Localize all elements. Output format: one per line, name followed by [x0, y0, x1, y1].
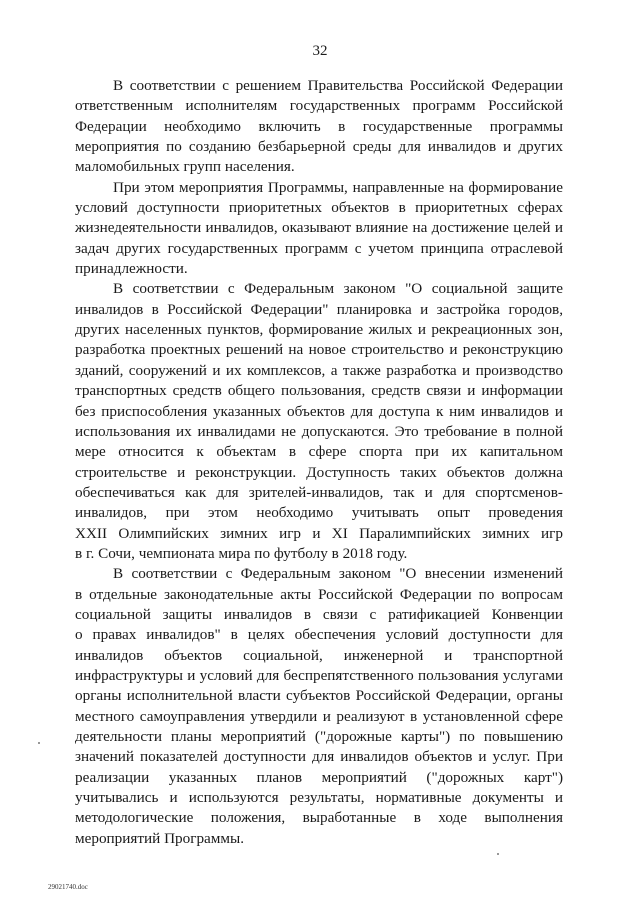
text-line: жизнедеятельности инвалидов, оказывают влияние на достижение целей и [75, 219, 563, 237]
text-line: зданий, сооружений и их комплексов, а также разработка и производство [75, 361, 563, 379]
scan-speck [497, 853, 499, 855]
text-line: реализации указанных планов мероприятий ("дорожных карт") [75, 768, 563, 786]
text-line: методологические положения, выработанные в ходе выполнения [75, 809, 563, 827]
paragraph [75, 564, 563, 849]
text-line: инвалидов в Российской Федерации" планировка и застройка городов, [75, 300, 563, 318]
text-line: в г. Сочи, чемпионата мира по футболу в 2018 году. [75, 544, 408, 562]
text-line: инвалидов объектов социальной, инженерной и транспортной [75, 646, 563, 664]
text-line: других населенных пунктов, формирование жилых и рекреационных зон, [75, 321, 563, 339]
text-line: задач других государственных программ с учетом принципа отраслевой [75, 239, 563, 257]
text-line: мере относится к объектам в сфере спорта при их капитальном [75, 443, 563, 461]
text-line: мероприятия по созданию безбарьерной среды для инвалидов и других [75, 138, 563, 156]
text-line: о правах инвалидов" в целях обеспечения условий доступности для [75, 626, 563, 644]
text-line: социальной защиты инвалидов в связи с ратификацией Конвенции [75, 605, 563, 623]
page-number: 32 [312, 43, 328, 59]
text-line: В соответствии с Федеральным законом "О внесении изменений [113, 565, 563, 583]
text-line: разработка проектных решений на новое строительство и реконструкцию [75, 341, 563, 359]
text-line: учитывались и используются результаты, нормативные документы и [75, 789, 563, 807]
paragraph [75, 178, 563, 280]
text-line: инвалидов, при этом необходимо учитывать опыт проведения [75, 504, 563, 522]
text-line: в отдельные законодательные акты Российской Федерации по вопросам [75, 585, 563, 603]
text-line: транспортных средств общего пользования, средств связи и информации [75, 382, 563, 400]
text-line: строительстве и реконструкции. Доступность таких объектов должна [75, 463, 563, 481]
scan-speck [38, 742, 40, 744]
text-line: В соответствии с решением Правительства Российской Федерации [113, 77, 563, 94]
text-line: инфраструктуры и условий для беспрепятственного пользования услугами [75, 666, 563, 684]
text-line: местного самоуправления утвердили и реализуют в установленной сфере [75, 707, 563, 725]
paragraph [75, 279, 563, 564]
footer-doc-id: 29021740.doc [48, 883, 88, 891]
body-text [75, 76, 563, 849]
text-line: При этом мероприятия Программы, направленные на формирование [113, 178, 563, 196]
text-line: ответственным исполнителям государственных программ Российской [75, 97, 563, 115]
text-line: условий доступности приоритетных объектов в приоритетных сферах [75, 199, 563, 217]
text-line: органы исполнительной власти субъектов Российской Федерации, органы [75, 687, 563, 705]
text-line: мероприятий Программы. [75, 829, 245, 847]
text-line: принадлежности. [75, 260, 188, 278]
text-line: XXII Олимпийских зимних игр и XI Паралимпийских зимних игр [75, 524, 563, 542]
text-line: обеспечиваться как для зрителей-инвалидов, так и для спортсменов- [75, 483, 563, 501]
text-line: В соответствии с Федеральным законом "О социальной защите [113, 280, 563, 298]
text-line: деятельности планы мероприятий ("дорожные карты") по повышению [75, 728, 563, 745]
text-line: маломобильных групп населения. [75, 158, 295, 176]
text-line: использования их инвалидами не допускаются. Это требование в полной [75, 422, 563, 440]
paragraph [75, 76, 563, 178]
text-line: Федерации необходимо включить в государственные программы [75, 117, 563, 135]
text-line: без приспособления указанных объектов для доступа к ним инвалидов и [75, 402, 563, 420]
text-line: значений показателей доступности для инвалидов объектов и услуг. При [75, 748, 563, 766]
